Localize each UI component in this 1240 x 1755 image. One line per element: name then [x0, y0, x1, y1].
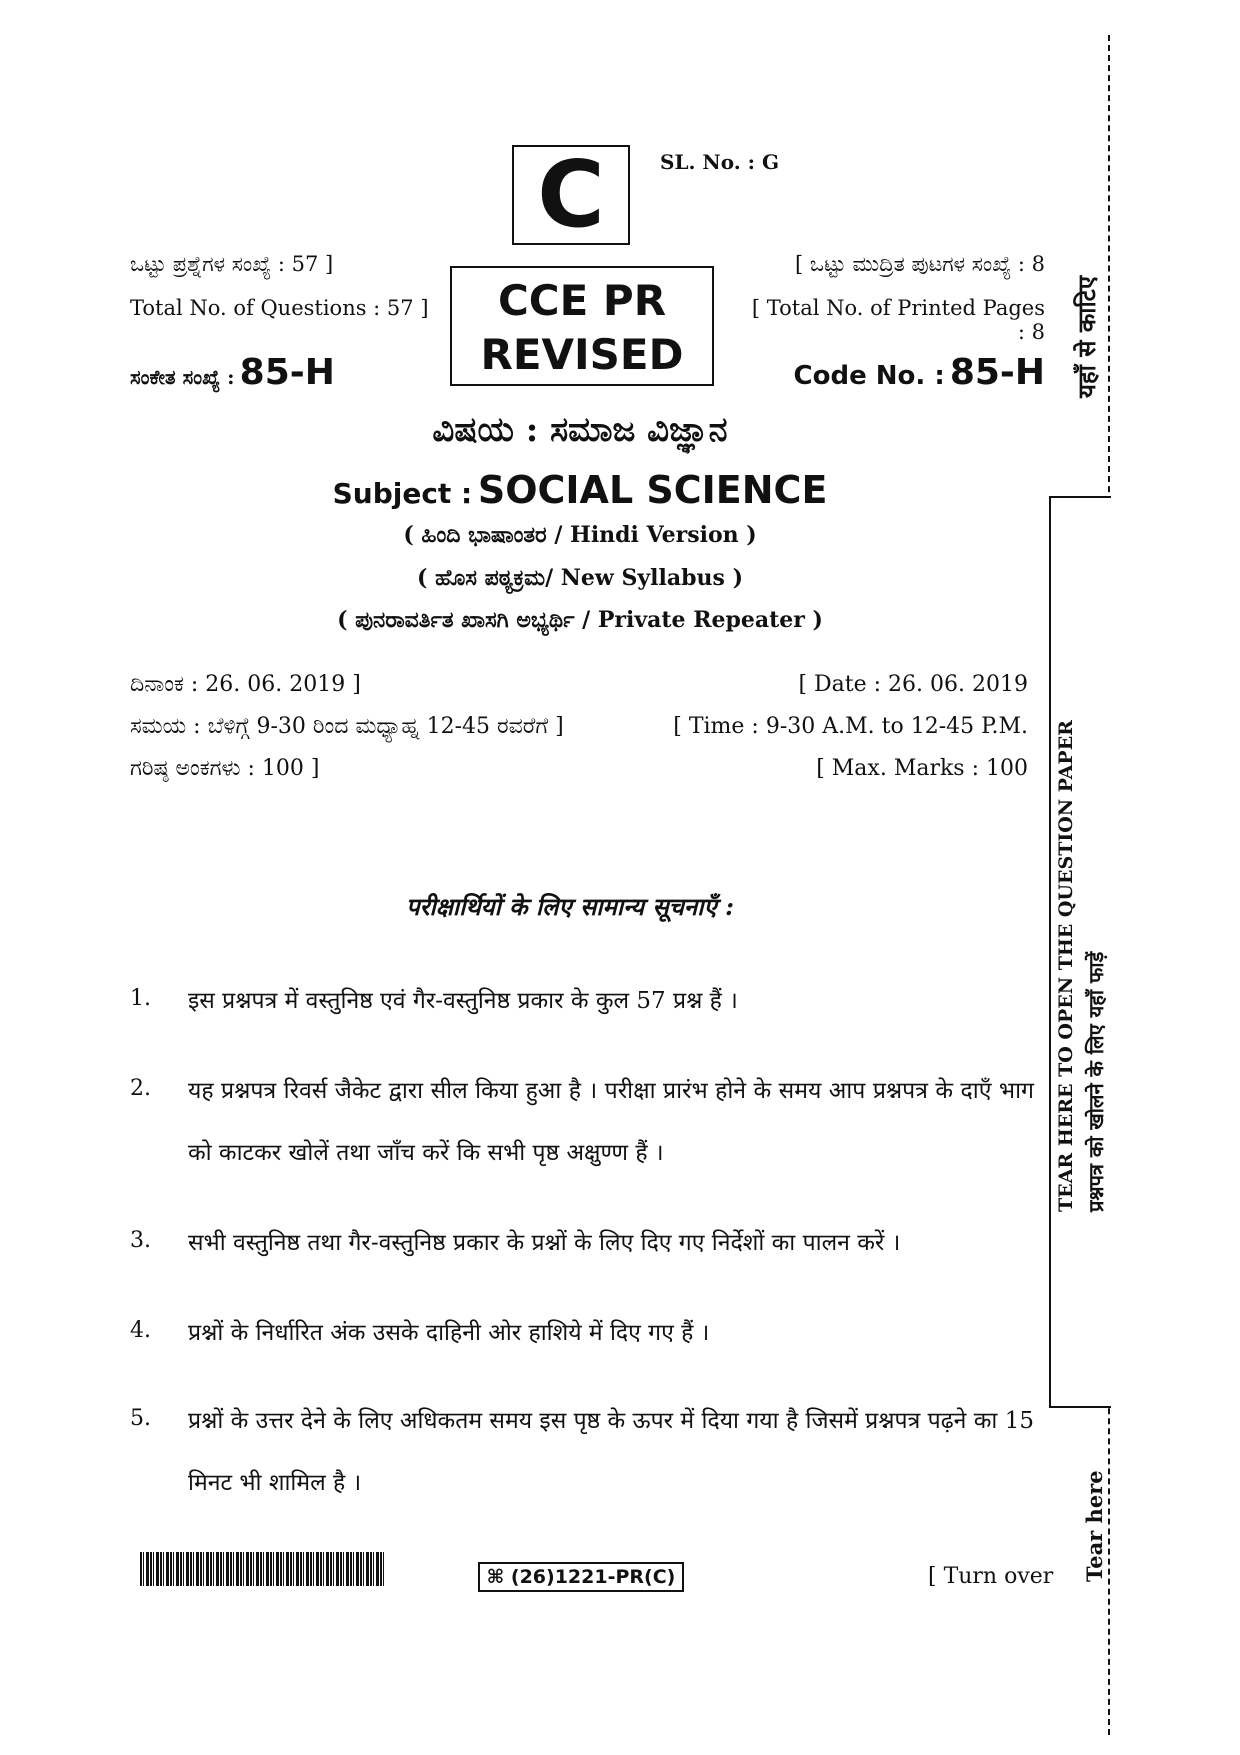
code-value: 85-H [949, 352, 1045, 393]
subject-name: SOCIAL SCIENCE [477, 468, 828, 512]
exam-type-line1: CCE PR [497, 276, 667, 325]
instructions-title: परीक्षार्थियों के लिए सामान्य सूचनाएँ : [406, 892, 734, 921]
max-marks: [ Max. Marks : 100 [816, 756, 1028, 781]
tear-instruction: TEAR HERE TO OPEN THE QUESTION PAPER [1055, 720, 1077, 1212]
paper-reference: ⌘ (26)1221-PR(C) [478, 1562, 684, 1592]
instruction-number: 2. [130, 1076, 151, 1101]
kn-total-questions: ಒಟ್ಟು ಪ್ರಶ್ನೆಗಳ ಸಂಖ್ಯೆ : 57 ] [130, 252, 334, 276]
kn-subject-title: ವಿಷಯ : ಸಮಾಜ ವಿಜ್ಞಾನ [432, 410, 728, 450]
tear-instruction-hindi: प्रश्नपत्र को खोलने के लिए यहाँ फाड़ें [1084, 951, 1108, 1212]
kn-date: ದಿನಾಂಕ : 26. 06. 2019 ] [130, 672, 361, 697]
code-label: Code No. : [793, 361, 945, 391]
exam-time: [ Time : 9-30 A.M. to 12-45 P.M. [673, 714, 1028, 739]
instruction-number: 3. [130, 1228, 151, 1253]
question-set-code: C [512, 145, 630, 245]
instruction-number: 4. [130, 1318, 151, 1343]
total-pages: [ Total No. of Printed Pages : 8 [751, 296, 1045, 344]
barcode [140, 1552, 386, 1586]
tear-here-label: Tear here [1082, 1470, 1107, 1582]
instruction-text: प्रश्नों के उत्तर देने के लिए अधिकतम समय इस पृष्ठ के ऊपर में दिया गया है जिसमें प्रश्नपत्र पढ़ने का 15 मिनट भी शामिल है । [188, 1408, 1034, 1496]
code-number [740, 352, 1045, 393]
subject-label: Subject : [332, 477, 473, 510]
version-line: ( ಹಿಂದಿ ಭಾಷಾಂತರ / Hindi Version ) [403, 522, 757, 548]
subject-heading [0, 468, 1160, 512]
serial-number: SL. No. : G [660, 150, 780, 174]
syllabus-line: ( ಹೊಸ ಪಠ್ಯಕ್ರಮ/ New Syllabus ) [417, 565, 743, 591]
kn-code-number [130, 352, 335, 393]
cut-here-hindi: यहाँ से काटिए [1072, 275, 1101, 398]
kn-total-pages: [ ಒಟ್ಟು ಮುದ್ರಿತ ಪುಟಗಳ ಸಂಖ್ಯೆ : 8 [794, 252, 1045, 276]
candidate-line: ( ಪುನರಾವರ್ತಿತ ಖಾಸಗಿ ಅಭ್ಯರ್ಥಿ / Private Repeater ) [337, 607, 823, 633]
instruction-text: इस प्रश्नपत्र में वस्तुनिष्ठ एवं गैर-वस्तुनिष्ठ प्रकार के कुल 57 प्रश्न हैं । [188, 988, 738, 1014]
kn-time: ಸಮಯ : ಬೆಳಿಗ್ಗೆ 9-30 ರಿಂದ ಮಧ್ಯಾಹ್ನ 12-45 ರವರೆಗೆ ] [130, 714, 564, 739]
kn-max-marks: ಗರಿಷ್ಠ ಅಂಕಗಳು : 100 ] [130, 756, 320, 781]
instruction-text: सभी वस्तुनिष्ठ तथा गैर-वस्तुनिष्ठ प्रकार के प्रश्नों के लिए दिए गए निर्देशों का पालन करें । [188, 1230, 901, 1256]
kn-code-value: 85-H [239, 352, 335, 393]
instruction-number: 5. [130, 1406, 151, 1431]
exam-type-box [450, 266, 714, 386]
instruction-text: प्रश्नों के निर्धारित अंक उसके दाहिनी ओर हाशिये में दिए गए हैं । [188, 1320, 710, 1346]
turn-over: [ Turn over [928, 1564, 1054, 1589]
instruction-text: यह प्रश्नपत्र रिवर्स जैकेट द्वारा सील किया हुआ है । परीक्षा प्रारंभ होने के समय आप प्रश्नपत्र के दाएँ भाग को काटकर खोलें तथा जाँच करें कि सभी पृष्ठ अक्षुण्ण हैं । [188, 1078, 1034, 1166]
total-questions: Total No. of Questions : 57 ] [130, 296, 429, 320]
instruction-number: 1. [130, 986, 151, 1011]
exam-date: [ Date : 26. 06. 2019 [798, 672, 1028, 697]
kn-code-label: ಸಂಕೇತ ಸಂಖ್ಯೆ : [130, 365, 235, 389]
exam-type-line2: REVISED [480, 330, 684, 379]
